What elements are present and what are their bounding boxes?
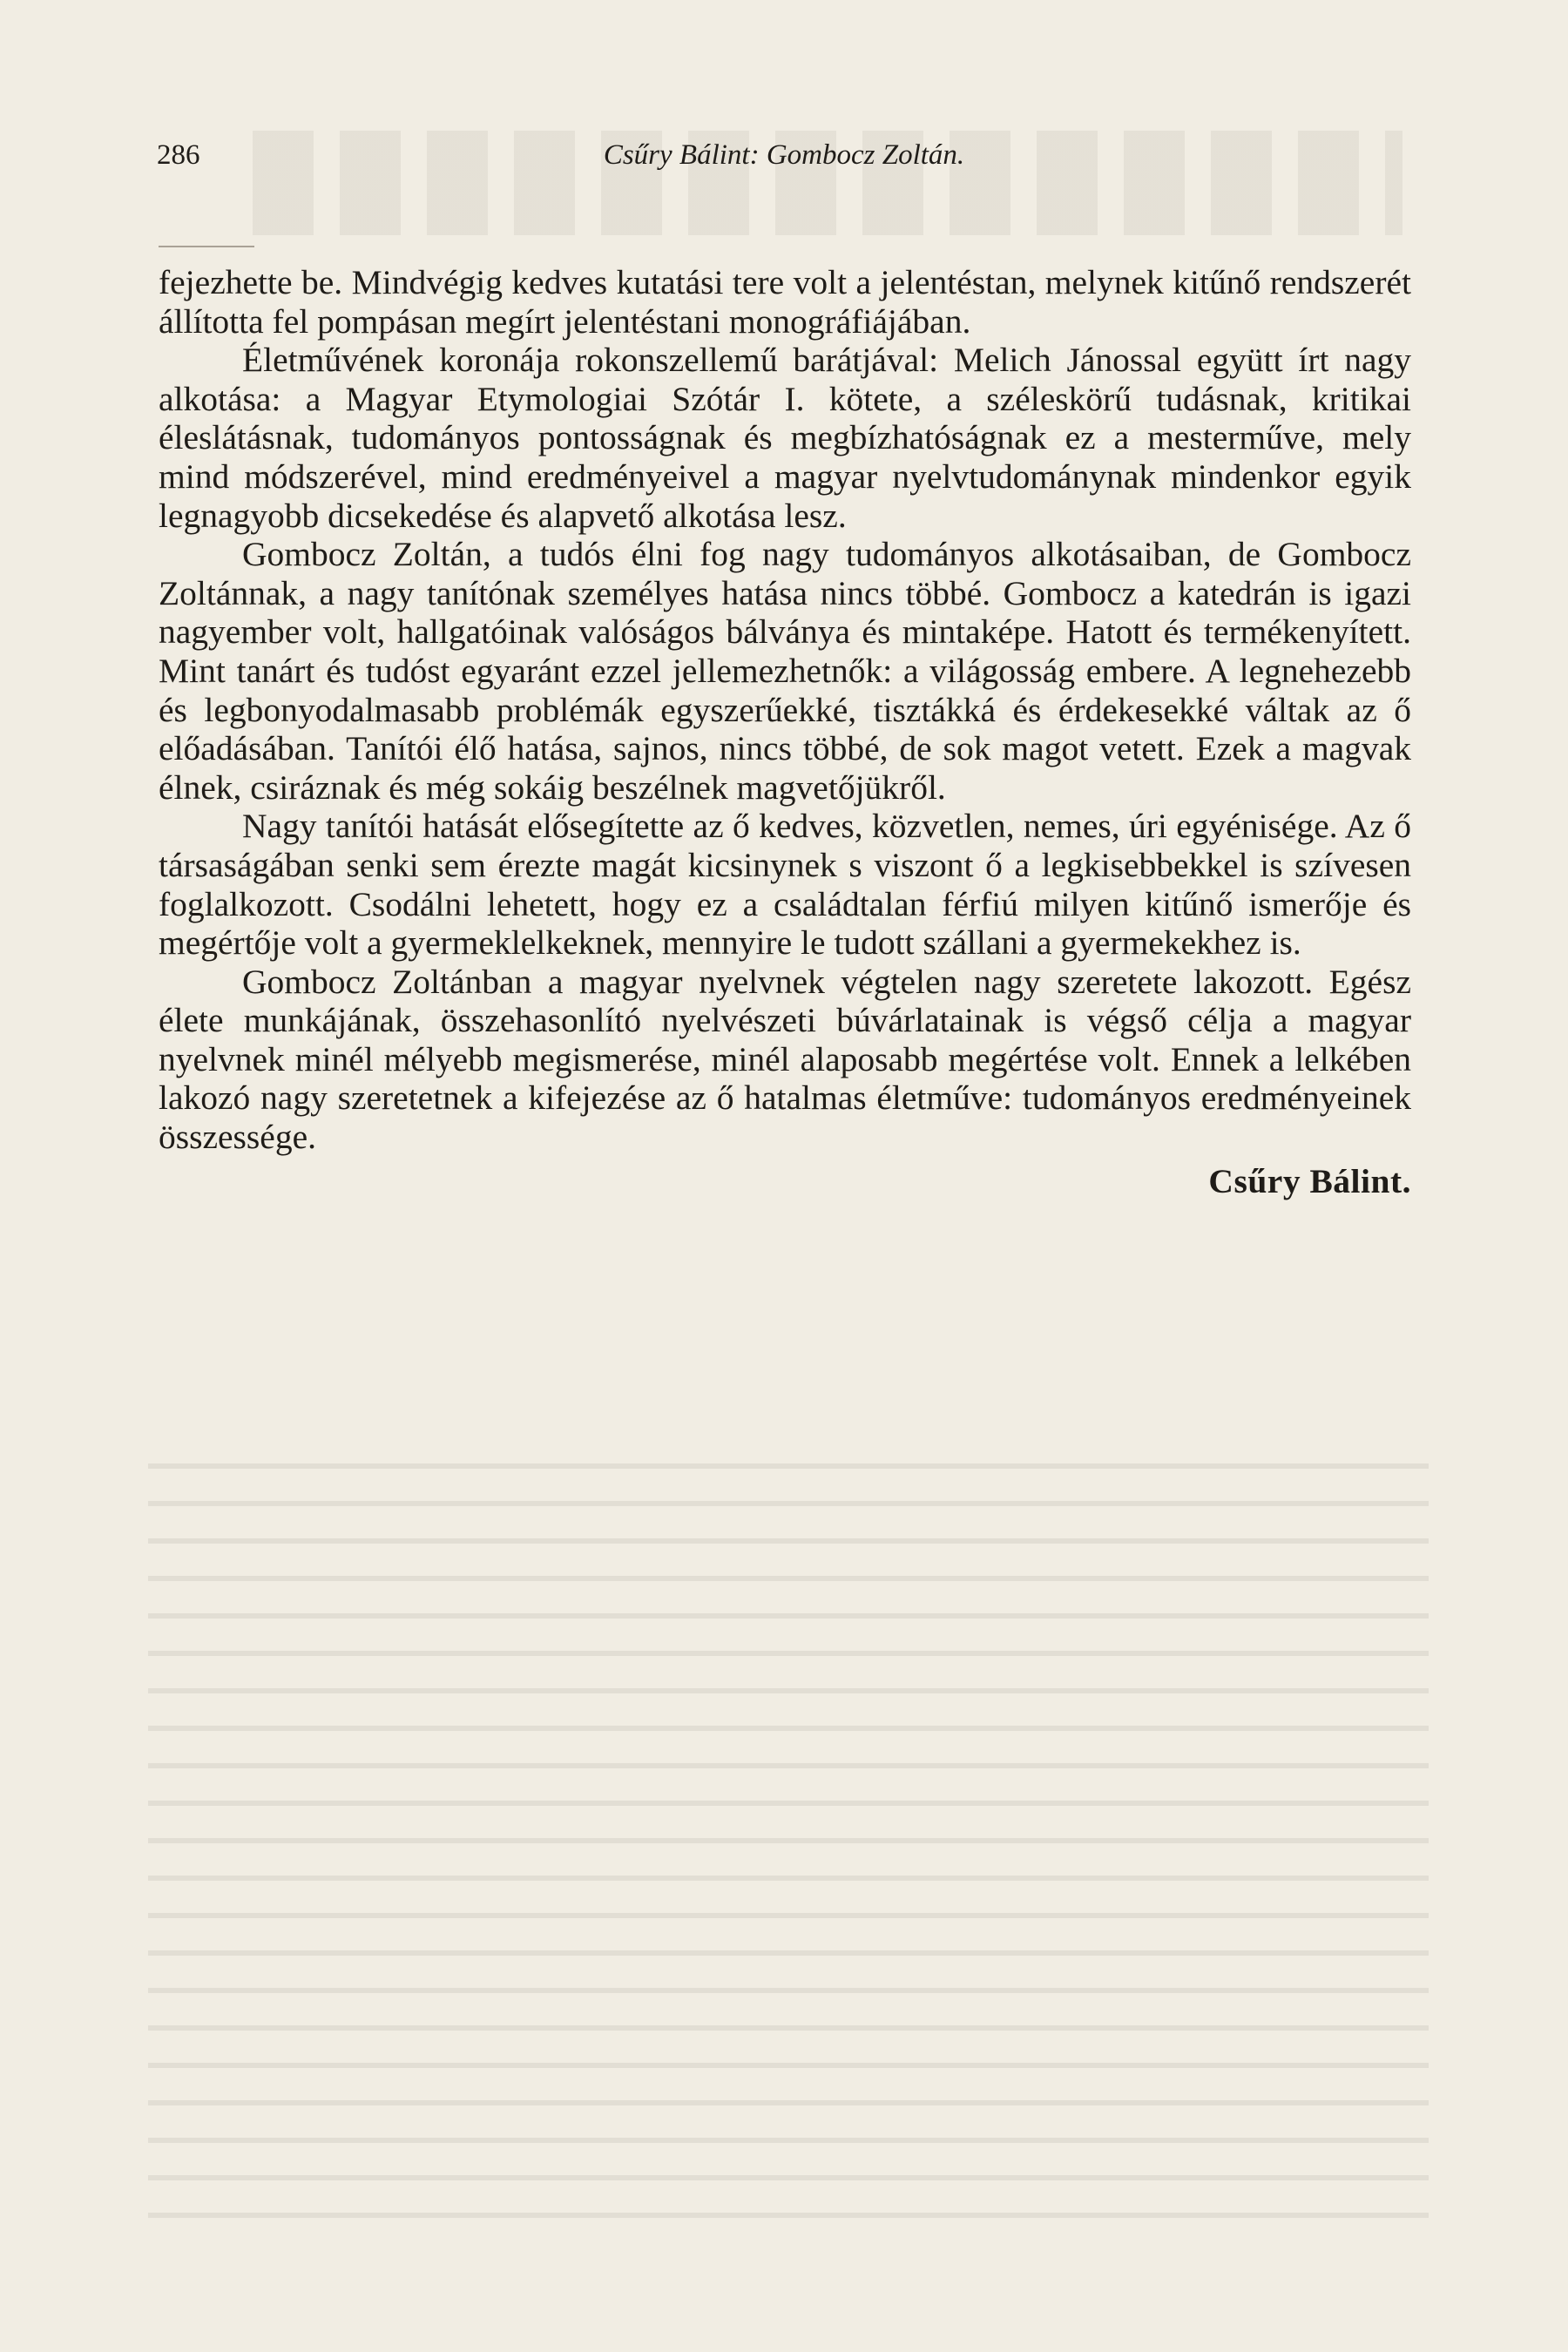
page-header — [157, 139, 1411, 179]
header-rule — [159, 246, 254, 247]
paragraph: Életművének koronája rokonszellemű barátjával: Melich Jánossal együtt írt nagy alkotása: a Magyar Etymologiai Szótár I. kötete, a széleskörű tudásnak, kritikai éleslátásnak, tudományos pontosságnak és megbízhatóságnak ez a mesterműve, mely mind módszerével, mind eredményeivel a magyar nyelvtudománynak mindenkor egyik legnagyobb dicsekedése és alapvető alkotása lesz. — [159, 341, 1411, 535]
paragraph: Gombocz Zoltánban a magyar nyelvnek végtelen nagy szeretete lakozott. Egész élete munkájának, összehasonlító nyelvészeti búvárlatainak is végső célja a magyar nyelvnek minél mélyebb megismerése, minél alaposabb megértése volt. Ennek a lelkében lakozó nagy szeretetnek a kifejezése az ő hatalmas életműve: tudományos eredményeinek összessége. — [159, 962, 1411, 1157]
paragraph: Nagy tanítói hatását elősegítette az ő kedves, közvetlen, nemes, úri egyénisége. Az ő társaságában senki sem érezte magát kicsinynek s viszont ő a legkisebbekkel is szívesen foglalkozott. Csodálni lehetett, hogy ez a családtalan férfiú milyen kitűnő ismerője és megértője volt a gyermeklelkeknek, mennyire le tudott szállani a gyermekekhez is. — [159, 807, 1411, 963]
author-signature: Csűry Bálint. — [1208, 1161, 1411, 1200]
running-title: Csűry Bálint: Gombocz Zoltán. — [603, 139, 965, 171]
paragraph-continuation: fejezhette be. Mindvégig kedves kutatási tere volt a jelentéstan, melynek kitűnő rendszerét állította fel pompásan megírt jelentéstani monográfiájában. — [159, 263, 1411, 341]
article-body — [159, 263, 1411, 1200]
page-number: 286 — [157, 139, 200, 171]
bleed-through-text — [148, 1446, 1429, 2230]
paragraph: Gombocz Zoltán, a tudós élni fog nagy tudományos alkotásaiban, de Gombocz Zoltánnak, a nagy tanítónak személyes hatása nincs többé. Gombocz a katedrán is igazi nagyember volt, hallgatóinak valóságos bálványa és mintaképe. Hatott és termékenyített. Mint tanárt és tudóst egyaránt ezzel jellemezhetnők: a világosság embere. A legnehezebb és legbonyodalmasabb problémák egyszerűekké, tisztákká és érdekesekké váltak az ő előadásában. Tanítói élő hatása, sajnos, nincs többé, de sok magot vetett. Ezek a magvak élnek, csiráznak és még sokáig beszélnek magvetőjükről. — [159, 535, 1411, 807]
